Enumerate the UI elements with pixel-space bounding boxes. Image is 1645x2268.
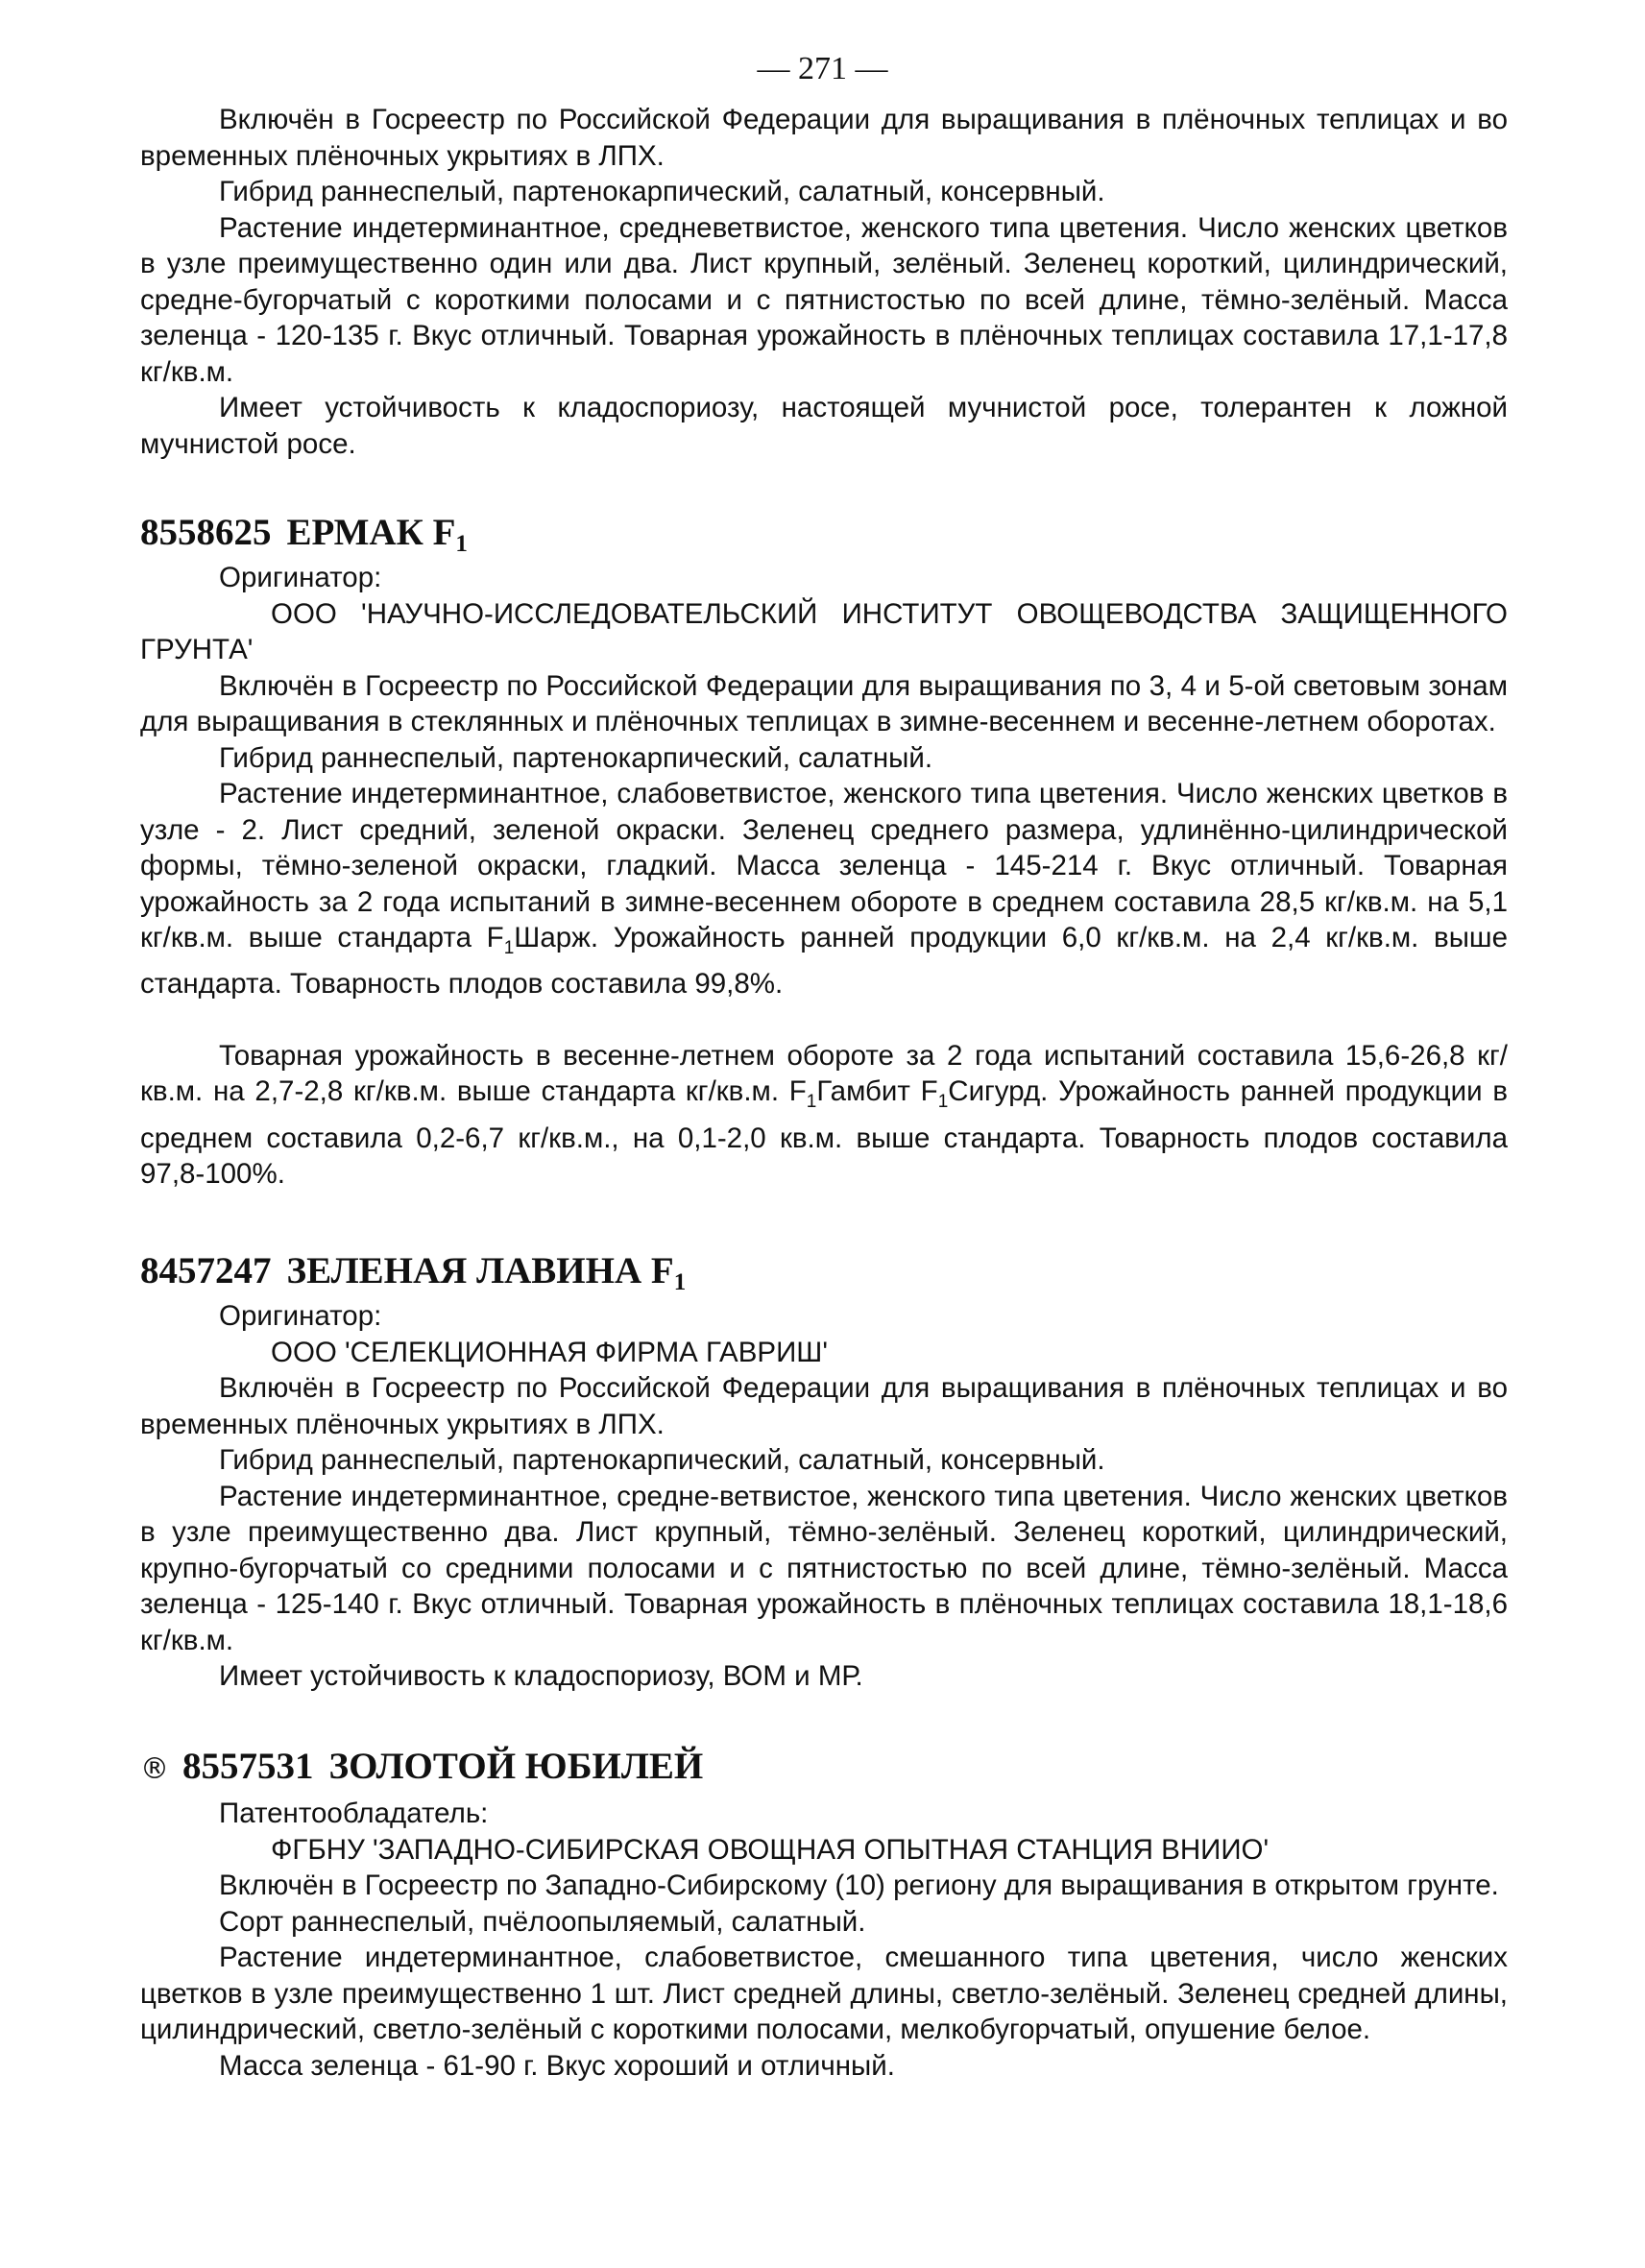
page-number: — 271 — bbox=[757, 51, 888, 86]
entry-number: 8557531 bbox=[182, 1746, 314, 1787]
description-paragraph: Растение индетерминантное, средне-ветвистое, женского типа цветения. Число женских цветков в узле преимущественно два. Лист крупный, тёмно-зелёный. Зеленец короткий, цилиндрический, крупно-бугорчатый со средними полосами и с пятнистостью по всей длине, тёмно-зелёный. Масса зеленца - 125-140 г. Вкус отличный. Товарная урожайность в плёночных теплицах составила 18,1-18,6 кг/кв.м. bbox=[140, 1480, 1508, 1656]
entry-body bbox=[140, 560, 1508, 1193]
role-label: Оригинатор: bbox=[219, 562, 382, 593]
type-paragraph: Гибрид раннеспелый, партенокарпический, салатный, консервный. bbox=[219, 1444, 1105, 1476]
registry-paragraph: Включён в Госреестр по Российской Федерации для выращивания в плёночных теплицах и во временных плёночных укрытиях в ЛПХ. bbox=[140, 1372, 1508, 1440]
yield-paragraph: Товарная урожайность в весенне-летнем обороте за 2 года испытаний составила 15,6-26,8 кг/кв.м. на 2,7-2,8 кг/кв.м. выше стандарта кг/кв.м. $F_1Гамбит$ $F_1Сигурд$. Урожайность ранней продукции в среднем составила 0,2-6,7 кг/кв.м., на 0,1-2,0 кв.м. выше стандарта. Товарность плодов составила 97,8-100%. bbox=[140, 1039, 1508, 1191]
registered-mark-icon: ® bbox=[140, 1752, 169, 1786]
type-paragraph: Сорт раннеспелый, пчёлоопыляемый, салатный. bbox=[219, 1905, 866, 1938]
entry-heading bbox=[140, 511, 468, 555]
entry-number: 8457247 bbox=[140, 1250, 272, 1291]
intro-registry-paragraph: Включён в Госреестр по Российской Федерации для выращивания в плёночных теплицах и во временных плёночных укрытиях в ЛПХ. bbox=[140, 104, 1508, 172]
intro-description-paragraph: Растение индетерминантное, средневетвистое, женского типа цветения. Число женских цветков в узле преимущественно один или два. Лист крупный, зелёный. Зеленец короткий, цилиндрический, средне-бугорчатый с короткими полосами и с пятнистостью по всей длине, тёмно-зелёный. Масса зеленца - 120-135 г. Вкус отличный. Товарная урожайность в плёночных теплицах составила 17,1-17,8 кг/кв.м. bbox=[140, 211, 1508, 388]
entry-body bbox=[140, 1796, 1508, 2084]
registry-paragraph: Включён в Госреестр по Российской Федерации для выращивания по 3, 4 и 5-ой световым зонам для выращивания в стеклянных и плёночных теплицах в зимне-весеннем и весенне-летнем оборотах. bbox=[140, 669, 1508, 737]
description-paragraph: Растение индетерминантное, слабоветвистое, женского типа цветения. Число женских цветков в узле - 2. Лист средний, зеленой окраски. Зеленец среднего размера, удлинённо-цилиндрической формы, тёмно-зеленой окраски, гладкий. Масса зеленца - 145-214 г. Вкус отличный. Товарная урожайность за 2 года испытаний в зимне-весеннем обороте в среднем составила 28,5 кг/кв.м. на 5,1 кг/кв.м. выше стандарта $F_1Шарж$. Урожайность ранней продукции 6,0 кг/кв.м. на 2,4 кг/кв.м. выше стандарта. Товарность плодов составила 99,8%. bbox=[140, 778, 1509, 1001]
entry-heading bbox=[140, 1249, 686, 1293]
registry-paragraph: Включён в Госреестр по Западно-Сибирскому (10) региону для выращивания в открытом грунте. bbox=[219, 1870, 1499, 1901]
intro-type-paragraph: Гибрид раннеспелый, партенокарпический, салатный, консервный. bbox=[219, 176, 1105, 207]
entry-heading bbox=[140, 1745, 703, 1792]
resistance-paragraph: Имеет устойчивость к кладоспориозу, ВОМ и МР. bbox=[219, 1660, 863, 1692]
intro-resistance-paragraph: Имеет устойчивость к кладоспориозу, настоящей мучнистой росе, толерантен к ложной мучнистой росе. bbox=[140, 392, 1508, 460]
mass-paragraph: Масса зеленца - 61-90 г. Вкус хороший и отличный. bbox=[219, 2049, 895, 2082]
entry-name: ЕРМАК $F_1$ bbox=[286, 512, 468, 557]
role-label: Патентообладатель: bbox=[219, 1798, 489, 1829]
intro-section bbox=[140, 102, 1508, 462]
originator-name: ФГБНУ 'ЗАПАДНО-СИБИРСКАЯ ОВОЩНАЯ ОПЫТНАЯ СТАНЦИЯ ВНИИО' bbox=[271, 1833, 1270, 1866]
originator-name: ООО 'СЕЛЕКЦИОННАЯ ФИРМА ГАВРИШ' bbox=[271, 1336, 828, 1368]
entry-name: ЗОЛОТОЙ ЮБИЛЕЙ bbox=[328, 1746, 704, 1787]
entry-name: ЗЕЛЕНАЯ ЛАВИНА $F_1$ bbox=[286, 1250, 687, 1295]
role-label: Оригинатор: bbox=[219, 1300, 382, 1332]
description-paragraph: Растение индетерминантное, слабоветвистое, смешанного типа цветения, число женских цветков в узле преимущественно 1 шт. Лист средней длины, светло-зелёный. Зеленец средней длины, цилиндрический, светло-зелёный с короткими полосами, мелкобугорчатый, опушение белое. bbox=[140, 1942, 1508, 2045]
entry-number: 8558625 bbox=[140, 512, 272, 553]
type-paragraph: Гибрид раннеспелый, партенокарпический, салатный. bbox=[219, 741, 933, 774]
entry-body bbox=[140, 1298, 1508, 1695]
originator-name: ООО 'НАУЧНО-ИССЛЕДОВАТЕЛЬСКИЙ ИНСТИТУТ ОВОЩЕВОДСТВА ЗАЩИЩЕННОГО ГРУНТА' bbox=[140, 597, 1508, 665]
